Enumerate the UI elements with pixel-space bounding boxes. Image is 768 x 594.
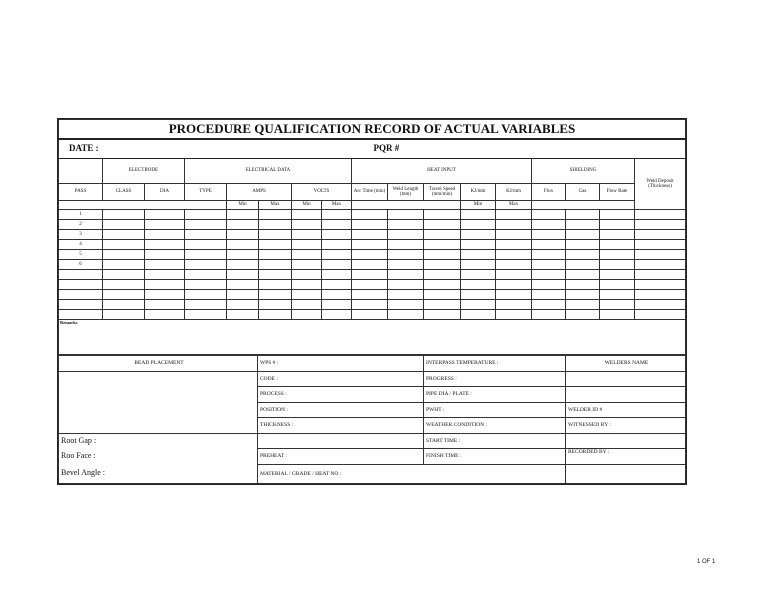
- table-cell[interactable]: [259, 270, 292, 280]
- table-cell[interactable]: [145, 310, 185, 320]
- table-cell[interactable]: [566, 240, 600, 250]
- table-cell[interactable]: [532, 290, 566, 300]
- table-cell[interactable]: [566, 280, 600, 290]
- table-cell[interactable]: [424, 310, 461, 320]
- table-cell[interactable]: [461, 240, 496, 250]
- table-cell[interactable]: [496, 280, 532, 290]
- table-cell[interactable]: [635, 250, 686, 260]
- table-cell[interactable]: [566, 260, 600, 270]
- table-row: [59, 210, 686, 220]
- table-cell[interactable]: [635, 290, 686, 300]
- amps-max: Max: [259, 201, 292, 210]
- table-row: [59, 310, 686, 320]
- table-cell[interactable]: [635, 260, 686, 270]
- table-cell[interactable]: [352, 220, 388, 230]
- table-cell[interactable]: [322, 240, 352, 250]
- blank: [59, 159, 103, 184]
- table-row: [59, 280, 686, 290]
- table-cell[interactable]: [103, 290, 145, 300]
- electrode-header: ELECTRODE: [103, 159, 185, 184]
- pqr-label: PQR #: [227, 139, 686, 159]
- volts-min: Min: [292, 201, 322, 210]
- blank[interactable]: [566, 387, 686, 403]
- process-field[interactable]: PROCESS :: [258, 387, 424, 403]
- table-cell[interactable]: [292, 270, 322, 280]
- table-cell[interactable]: [388, 280, 424, 290]
- start-time-field[interactable]: START TIME :: [424, 433, 566, 449]
- table-cell[interactable]: [461, 220, 496, 230]
- table-cell[interactable]: [461, 230, 496, 240]
- table-row: [59, 240, 686, 250]
- table-cell[interactable]: [352, 290, 388, 300]
- table-cell[interactable]: [496, 220, 532, 230]
- recorded-by-field[interactable]: RECORDED BY :: [566, 449, 686, 465]
- table-cell[interactable]: [461, 290, 496, 300]
- table-cell[interactable]: [292, 220, 322, 230]
- table-cell[interactable]: [566, 220, 600, 230]
- table-cell[interactable]: [259, 260, 292, 270]
- table-cell[interactable]: [424, 240, 461, 250]
- table-cell[interactable]: [227, 210, 259, 220]
- table-row: [59, 290, 686, 300]
- table-cell[interactable]: [145, 230, 185, 240]
- progress-field[interactable]: PROGRESS :: [424, 371, 566, 387]
- table-cell[interactable]: [292, 310, 322, 320]
- weld-deposit-header: Weld Deposit (Thickness): [635, 159, 686, 210]
- position-field[interactable]: POSITION :: [258, 402, 424, 418]
- pass-number: 1: [59, 210, 103, 220]
- table-cell[interactable]: [322, 290, 352, 300]
- table-cell[interactable]: [292, 250, 322, 260]
- table-cell[interactable]: [424, 230, 461, 240]
- table-cell[interactable]: [600, 290, 635, 300]
- table-cell[interactable]: [496, 310, 532, 320]
- table-cell[interactable]: [259, 230, 292, 240]
- table-cell[interactable]: [352, 300, 388, 310]
- table-cell[interactable]: [103, 310, 145, 320]
- table-row: [59, 260, 686, 270]
- table-cell[interactable]: [145, 280, 185, 290]
- pqr-form: [57, 118, 687, 485]
- table-cell[interactable]: [424, 250, 461, 260]
- arc-time-header: Arc Time (min): [352, 184, 388, 201]
- bead-placement-label: BEAD PLACEMENT: [59, 356, 258, 372]
- kjmm-max-header: KJ/mm: [496, 184, 532, 201]
- table-cell[interactable]: [322, 210, 352, 220]
- table-cell[interactable]: [259, 220, 292, 230]
- table-cell[interactable]: [322, 250, 352, 260]
- pass-number: [59, 270, 103, 280]
- table-cell[interactable]: [103, 270, 145, 280]
- table-cell[interactable]: [322, 300, 352, 310]
- table-cell[interactable]: [352, 310, 388, 320]
- volts-header: VOLTS: [292, 184, 352, 201]
- table-cell[interactable]: [496, 260, 532, 270]
- table-cell[interactable]: [227, 290, 259, 300]
- table-cell[interactable]: [352, 260, 388, 270]
- table-cell[interactable]: [496, 240, 532, 250]
- table-cell[interactable]: [532, 240, 566, 250]
- table-cell[interactable]: [388, 250, 424, 260]
- table-cell[interactable]: [103, 230, 145, 240]
- table-cell[interactable]: [532, 260, 566, 270]
- table-cell[interactable]: [635, 220, 686, 230]
- table-cell[interactable]: [145, 250, 185, 260]
- table-cell[interactable]: [388, 210, 424, 220]
- table-cell[interactable]: [532, 210, 566, 220]
- table-cell[interactable]: [352, 250, 388, 260]
- table-cell[interactable]: [600, 240, 635, 250]
- bead-placement-area[interactable]: [59, 371, 258, 433]
- interpass-field[interactable]: INTERPASS TEMPERATURE :: [424, 356, 566, 372]
- table-cell[interactable]: [424, 220, 461, 230]
- table-cell[interactable]: [388, 300, 424, 310]
- kjmm-min-header: KJ/mm: [461, 184, 496, 201]
- pass-number: [59, 280, 103, 290]
- table-cell[interactable]: [292, 260, 322, 270]
- preheat-field[interactable]: PREHEAT :: [258, 449, 424, 465]
- table-cell[interactable]: [566, 270, 600, 280]
- table-cell[interactable]: [103, 210, 145, 220]
- table-cell[interactable]: [566, 210, 600, 220]
- table-cell[interactable]: [185, 290, 227, 300]
- table-cell[interactable]: [566, 250, 600, 260]
- gas-header: Gas: [566, 184, 600, 201]
- table-cell[interactable]: [532, 280, 566, 290]
- table-cell[interactable]: [424, 300, 461, 310]
- table-cell[interactable]: [600, 270, 635, 280]
- table-cell[interactable]: [496, 250, 532, 260]
- table-cell[interactable]: [600, 220, 635, 230]
- table-cell[interactable]: [145, 210, 185, 220]
- table-cell[interactable]: [532, 310, 566, 320]
- table-cell[interactable]: [322, 280, 352, 290]
- bevel-angle-field[interactable]: Bevel Angle :: [59, 464, 258, 484]
- table-cell[interactable]: [388, 220, 424, 230]
- table-cell[interactable]: [259, 300, 292, 310]
- table-cell[interactable]: [388, 310, 424, 320]
- table-cell[interactable]: [461, 270, 496, 280]
- table-cell[interactable]: [227, 260, 259, 270]
- table-row: [59, 250, 686, 260]
- table-cell[interactable]: [259, 250, 292, 260]
- table-cell[interactable]: [322, 230, 352, 240]
- electrical-header: ELECTRICAL DATA: [185, 159, 352, 184]
- table-cell[interactable]: [292, 240, 322, 250]
- volts-max: Max: [322, 201, 352, 210]
- table-row: [59, 230, 686, 240]
- welder-id-field[interactable]: WELDER ID #: [566, 402, 686, 418]
- table-cell[interactable]: [635, 270, 686, 280]
- table-cell[interactable]: [461, 210, 496, 220]
- table-cell[interactable]: [322, 220, 352, 230]
- table-cell[interactable]: [352, 240, 388, 250]
- table-cell[interactable]: [352, 230, 388, 240]
- remarks-field[interactable]: Remarks: [59, 320, 686, 355]
- table-cell[interactable]: [496, 270, 532, 280]
- table-cell[interactable]: [227, 250, 259, 260]
- table-cell[interactable]: [532, 230, 566, 240]
- table-cell[interactable]: [461, 280, 496, 290]
- material-field[interactable]: MATERIAL / GRADE / HEAT NO :: [258, 464, 566, 484]
- table-cell[interactable]: [227, 300, 259, 310]
- root-gap-field[interactable]: Root Gap :: [59, 433, 258, 449]
- table-cell[interactable]: [227, 310, 259, 320]
- table-cell[interactable]: [532, 300, 566, 310]
- blank[interactable]: [258, 433, 424, 449]
- table-cell[interactable]: [185, 310, 227, 320]
- table-cell[interactable]: [103, 220, 145, 230]
- pass-number: 5: [59, 250, 103, 260]
- table-cell[interactable]: [145, 300, 185, 310]
- flow-rate-header: Flow Rate: [600, 184, 635, 201]
- pass-header: PASS: [59, 184, 103, 201]
- table-cell[interactable]: [103, 300, 145, 310]
- flux-header: Flux: [532, 184, 566, 201]
- blank: [532, 201, 635, 210]
- weld-length-header: Weld Length (mm): [388, 184, 424, 201]
- table-cell[interactable]: [388, 240, 424, 250]
- table-cell[interactable]: [424, 270, 461, 280]
- table-row: [59, 300, 686, 310]
- table-cell[interactable]: [322, 260, 352, 270]
- table-cell[interactable]: [566, 230, 600, 240]
- table-cell[interactable]: [424, 210, 461, 220]
- table-cell[interactable]: [424, 260, 461, 270]
- blank: [352, 201, 461, 210]
- table-cell[interactable]: [532, 270, 566, 280]
- table-cell[interactable]: [635, 300, 686, 310]
- pass-number: 4: [59, 240, 103, 250]
- table-cell[interactable]: [103, 250, 145, 260]
- table-cell[interactable]: [635, 210, 686, 220]
- table-cell[interactable]: [145, 240, 185, 250]
- table-cell[interactable]: [566, 310, 600, 320]
- table-cell[interactable]: [185, 260, 227, 270]
- amps-min: Min: [227, 201, 259, 210]
- table-cell[interactable]: [185, 270, 227, 280]
- pass-number: [59, 300, 103, 310]
- table-cell[interactable]: [424, 290, 461, 300]
- blank[interactable]: [566, 464, 686, 484]
- table-cell[interactable]: [292, 280, 322, 290]
- table-cell[interactable]: [185, 250, 227, 260]
- table-cell[interactable]: [352, 280, 388, 290]
- table-cell[interactable]: [145, 260, 185, 270]
- table-cell[interactable]: [227, 280, 259, 290]
- table-cell[interactable]: [496, 290, 532, 300]
- table-cell[interactable]: [600, 280, 635, 290]
- table-cell[interactable]: [103, 240, 145, 250]
- table-cell[interactable]: [600, 230, 635, 240]
- table-cell[interactable]: [145, 270, 185, 280]
- table-cell[interactable]: [496, 210, 532, 220]
- table-cell[interactable]: [496, 300, 532, 310]
- form-title: PROCEDURE QUALIFICATION RECORD OF ACTUAL VARIABLES: [59, 120, 686, 140]
- pass-number: [59, 290, 103, 300]
- amps-header: AMPS: [227, 184, 292, 201]
- kj-max: Max: [496, 201, 532, 210]
- table-cell[interactable]: [461, 260, 496, 270]
- table-cell[interactable]: [145, 220, 185, 230]
- table-cell[interactable]: [185, 300, 227, 310]
- blank: [59, 201, 227, 210]
- welders-name-field[interactable]: [566, 371, 686, 387]
- table-cell[interactable]: [635, 310, 686, 320]
- details-table: [58, 355, 686, 484]
- table-cell[interactable]: [461, 300, 496, 310]
- table-cell[interactable]: [635, 240, 686, 250]
- table-cell[interactable]: [461, 250, 496, 260]
- pwht-field[interactable]: PWHT :: [424, 402, 566, 418]
- dia-header: DIA: [145, 184, 185, 201]
- table-cell[interactable]: [532, 250, 566, 260]
- table-cell[interactable]: [566, 290, 600, 300]
- table-cell[interactable]: [352, 270, 388, 280]
- witnessed-by-field[interactable]: WITNESSED BY :: [566, 418, 686, 434]
- finish-time-field[interactable]: FINISH TIME :: [424, 449, 566, 465]
- thickness-field[interactable]: THICKNESS :: [258, 418, 424, 434]
- type-header: TYPE: [185, 184, 227, 201]
- table-cell[interactable]: [259, 310, 292, 320]
- table-cell[interactable]: [600, 260, 635, 270]
- table-cell[interactable]: [322, 270, 352, 280]
- kj-min: Min: [461, 201, 496, 210]
- table-row: [59, 270, 686, 280]
- table-cell[interactable]: [185, 230, 227, 240]
- pass-number: 2: [59, 220, 103, 230]
- code-field[interactable]: CODE :: [258, 371, 424, 387]
- table-cell[interactable]: [259, 210, 292, 220]
- table-cell[interactable]: [352, 210, 388, 220]
- table-cell[interactable]: [259, 240, 292, 250]
- table-cell[interactable]: [292, 210, 322, 220]
- roo-face-field[interactable]: Roo Face :: [59, 449, 258, 465]
- table-cell[interactable]: [600, 250, 635, 260]
- table-cell[interactable]: [185, 210, 227, 220]
- pass-number: 6: [59, 260, 103, 270]
- welders-name-label: WELDERS NAME: [566, 356, 686, 372]
- table-cell[interactable]: [388, 270, 424, 280]
- table-cell[interactable]: [322, 310, 352, 320]
- table-cell[interactable]: [292, 230, 322, 240]
- weather-field[interactable]: WEATHER CONDITION :: [424, 418, 566, 434]
- table-cell[interactable]: [103, 260, 145, 270]
- table-cell[interactable]: [185, 240, 227, 250]
- table-row: [59, 220, 686, 230]
- pipe-dia-field[interactable]: PIPE DIA / PLATE :: [424, 387, 566, 403]
- table-cell[interactable]: [185, 280, 227, 290]
- pass-number: 3: [59, 230, 103, 240]
- table-cell[interactable]: [600, 300, 635, 310]
- heat-input-header: HEAT INPUT: [352, 159, 532, 184]
- table-cell[interactable]: [185, 220, 227, 230]
- shielding-header: SHIELDING: [532, 159, 635, 184]
- wps-field[interactable]: WPS # :: [258, 356, 424, 372]
- table-cell[interactable]: [388, 230, 424, 240]
- date-label: DATE :: [59, 139, 227, 159]
- pass-number: [59, 310, 103, 320]
- table-cell[interactable]: [292, 300, 322, 310]
- table-cell[interactable]: [145, 290, 185, 300]
- table-cell[interactable]: [259, 280, 292, 290]
- table-cell[interactable]: [600, 210, 635, 220]
- variables-table: [58, 119, 686, 355]
- page-number: 1 OF 1: [697, 559, 716, 565]
- blank[interactable]: [566, 433, 686, 449]
- table-cell[interactable]: [259, 290, 292, 300]
- table-cell[interactable]: [566, 300, 600, 310]
- table-cell[interactable]: [227, 220, 259, 230]
- table-cell[interactable]: [600, 310, 635, 320]
- table-cell[interactable]: [635, 230, 686, 240]
- table-cell[interactable]: [103, 280, 145, 290]
- class-header: CLASS: [103, 184, 145, 201]
- table-cell[interactable]: [227, 240, 259, 250]
- table-cell[interactable]: [635, 280, 686, 290]
- table-cell[interactable]: [292, 290, 322, 300]
- table-cell[interactable]: [388, 290, 424, 300]
- table-cell[interactable]: [388, 260, 424, 270]
- table-cell[interactable]: [227, 230, 259, 240]
- table-cell[interactable]: [424, 280, 461, 290]
- table-cell[interactable]: [461, 310, 496, 320]
- travel-speed-header: Travel Speed (mm/min): [424, 184, 461, 201]
- table-cell[interactable]: [227, 270, 259, 280]
- table-cell[interactable]: [532, 220, 566, 230]
- table-cell[interactable]: [496, 230, 532, 240]
